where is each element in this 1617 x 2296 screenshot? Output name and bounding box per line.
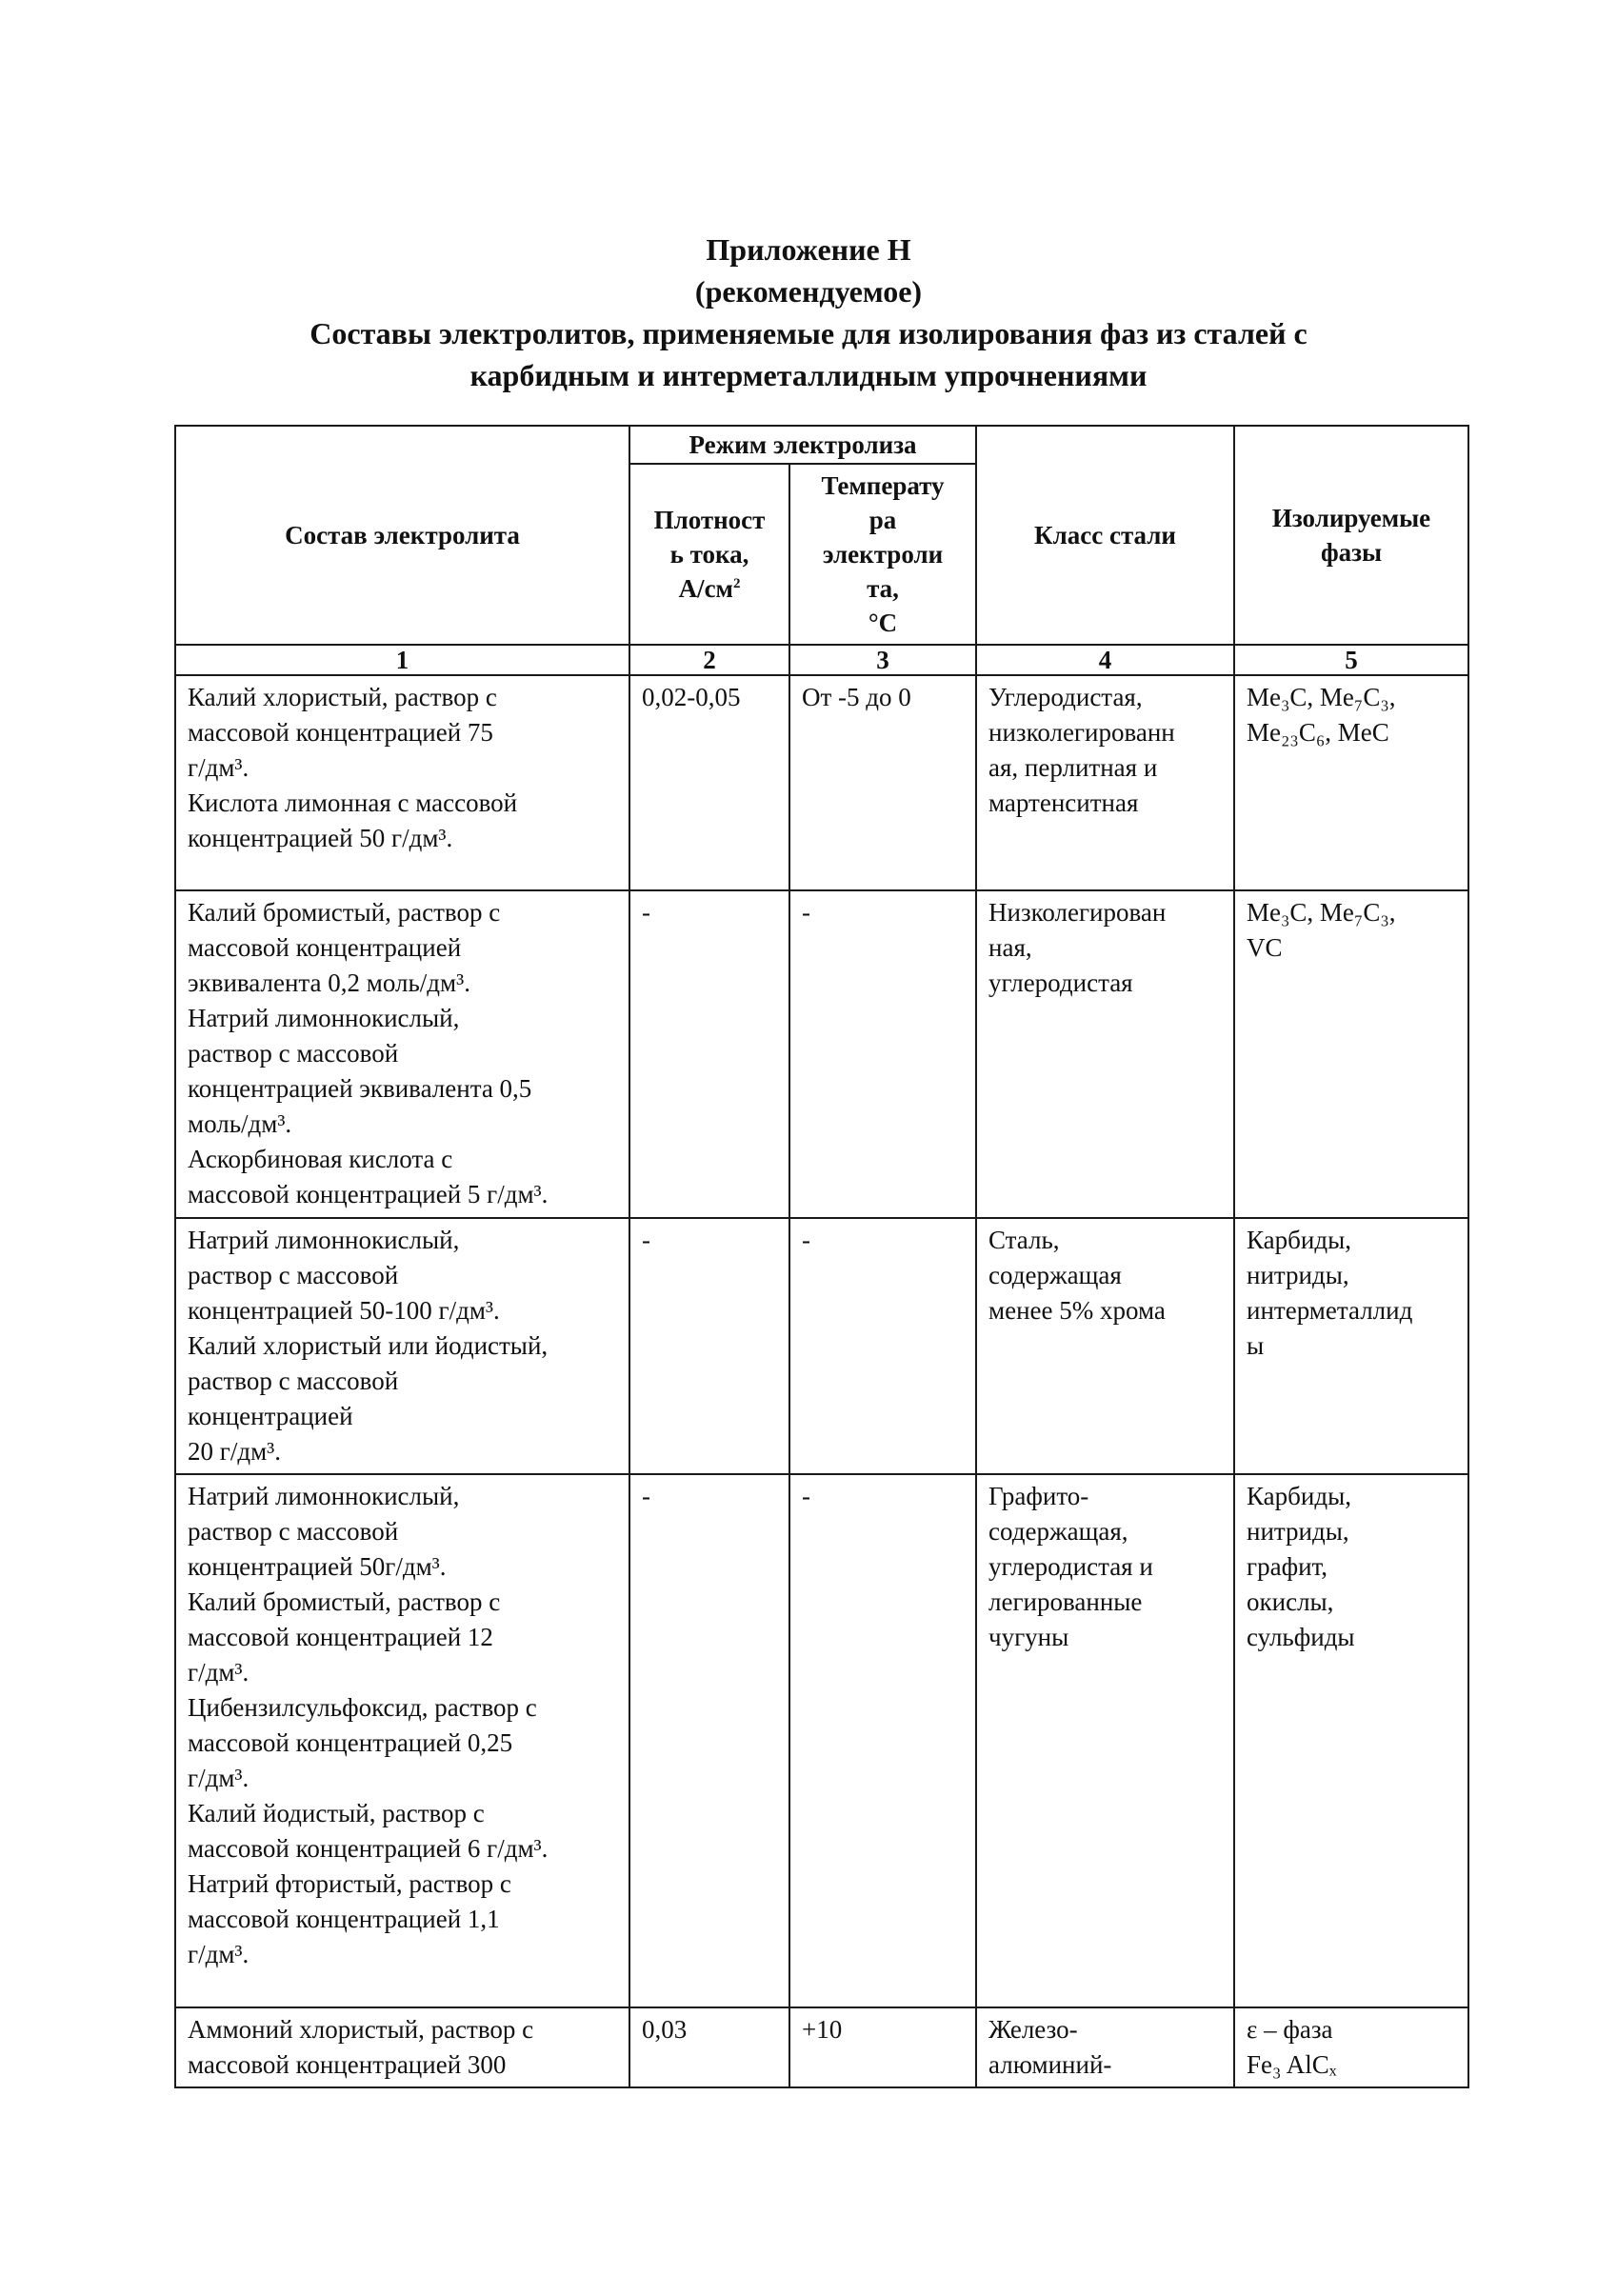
composition-cell: Калий хлористый, раствор с массовой концентрацией 75 г/дм³. Кислота лимонная с массовой концентрацией 50 г/дм³. — [175, 675, 629, 890]
phases-cell: Карбиды, нитриды, графит, окислы, сульфиды — [1234, 1474, 1468, 2007]
composition-cell: Калий бромистый, раствор с массовой концентрацией эквивалента 0,2 моль/дм³. Натрий лимоннокислый, раствор с массовой концентрацией эквивалента 0,5 моль/дм³. Аскорбиновая кислота с массовой концентрацией 5 г/дм³. — [175, 890, 629, 1218]
electrolyte-table — [174, 425, 1469, 2088]
density-cell: 0,02-0,05 — [629, 675, 789, 890]
table-row — [175, 675, 1468, 890]
table-row — [175, 890, 1468, 1218]
composition-cell: Натрий лимоннокислый, раствор с массовой концентрацией 50-100 г/дм³. Калий хлористый или йодистый, раствор с массовой концентрацией 20 г/дм³. — [175, 1218, 629, 1474]
table-row — [175, 1474, 1468, 2007]
header-phases: Изолируемые фазы — [1234, 426, 1468, 645]
header-steel-class: Класс стали — [976, 426, 1234, 645]
steel-class-cell: Сталь, содержащая менее 5% хрома — [976, 1218, 1234, 1474]
density-cell: - — [629, 890, 789, 1218]
header-regime: Режим электролиза — [629, 426, 976, 464]
temperature-cell: +10 — [789, 2007, 976, 2087]
appendix-title: Приложение Н — [706, 232, 911, 267]
steel-class-cell: Углеродистая, низколегированн ая, перлитная и мартенситная — [976, 675, 1234, 890]
column-number: 5 — [1234, 645, 1468, 675]
header-current-density: Плотност ь тока, $А/см^2$ — [629, 464, 789, 645]
phases-cell: Me₃C, Me₇C₃, Me₂₃C₆, MeC — [1234, 675, 1468, 890]
appendix-status: (рекомендуемое) — [694, 274, 923, 309]
header-temperature: Температу ра электроли та, °С — [789, 464, 976, 645]
density-cell: 0,03 — [629, 2007, 789, 2087]
column-number-row — [175, 645, 1468, 675]
temperature-cell: - — [789, 1474, 976, 2007]
temperature-cell: От -5 до 0 — [789, 675, 976, 890]
phases-cell: ε – фаза Fe₃ AlCₓ — [1234, 2007, 1468, 2087]
appendix-subject-line-2: карбидным и интерметаллидным упрочнениями — [469, 358, 1148, 392]
density-cell: - — [629, 1474, 789, 2007]
appendix-subject-line-1: Составы электролитов, применяемые для изолирования фаз из сталей с — [309, 316, 1308, 350]
steel-class-cell: Железо- алюминий- — [976, 2007, 1234, 2087]
composition-cell: Натрий лимоннокислый, раствор с массовой концентрацией 50г/дм³. Калий бромистый, раствор с массовой концентрацией 12 г/дм³. Цибензилсульфоксид, раствор с массовой концентрацией 0,25 г/дм³. Калий йодистый, раствор с массовой концентрацией 6 г/дм³. Натрий фтористый, раствор с массовой концентрацией 1,1 г/дм³. — [175, 1474, 629, 2007]
temperature-cell: - — [789, 890, 976, 1218]
header-row-1 — [175, 426, 1468, 464]
density-cell: - — [629, 1218, 789, 1474]
temperature-cell: - — [789, 1218, 976, 1474]
header-composition: Состав электролита — [175, 426, 629, 645]
composition-cell: Аммоний хлористый, раствор с массовой концентрацией 300 — [175, 2007, 629, 2087]
table-row — [175, 1218, 1468, 1474]
column-number: 4 — [976, 645, 1234, 675]
column-number: 1 — [175, 645, 629, 675]
phases-cell: Me₃C, Me₇C₃, VC — [1234, 890, 1468, 1218]
page-heading — [0, 229, 1617, 396]
column-number: 3 — [789, 645, 976, 675]
steel-class-cell: Низколегирован ная, углеродистая — [976, 890, 1234, 1218]
phases-cell: Карбиды, нитриды, интерметаллид ы — [1234, 1218, 1468, 1474]
steel-class-cell: Графито- содержащая, углеродистая и легированные чугуны — [976, 1474, 1234, 2007]
table-row — [175, 2007, 1468, 2087]
column-number: 2 — [629, 645, 789, 675]
